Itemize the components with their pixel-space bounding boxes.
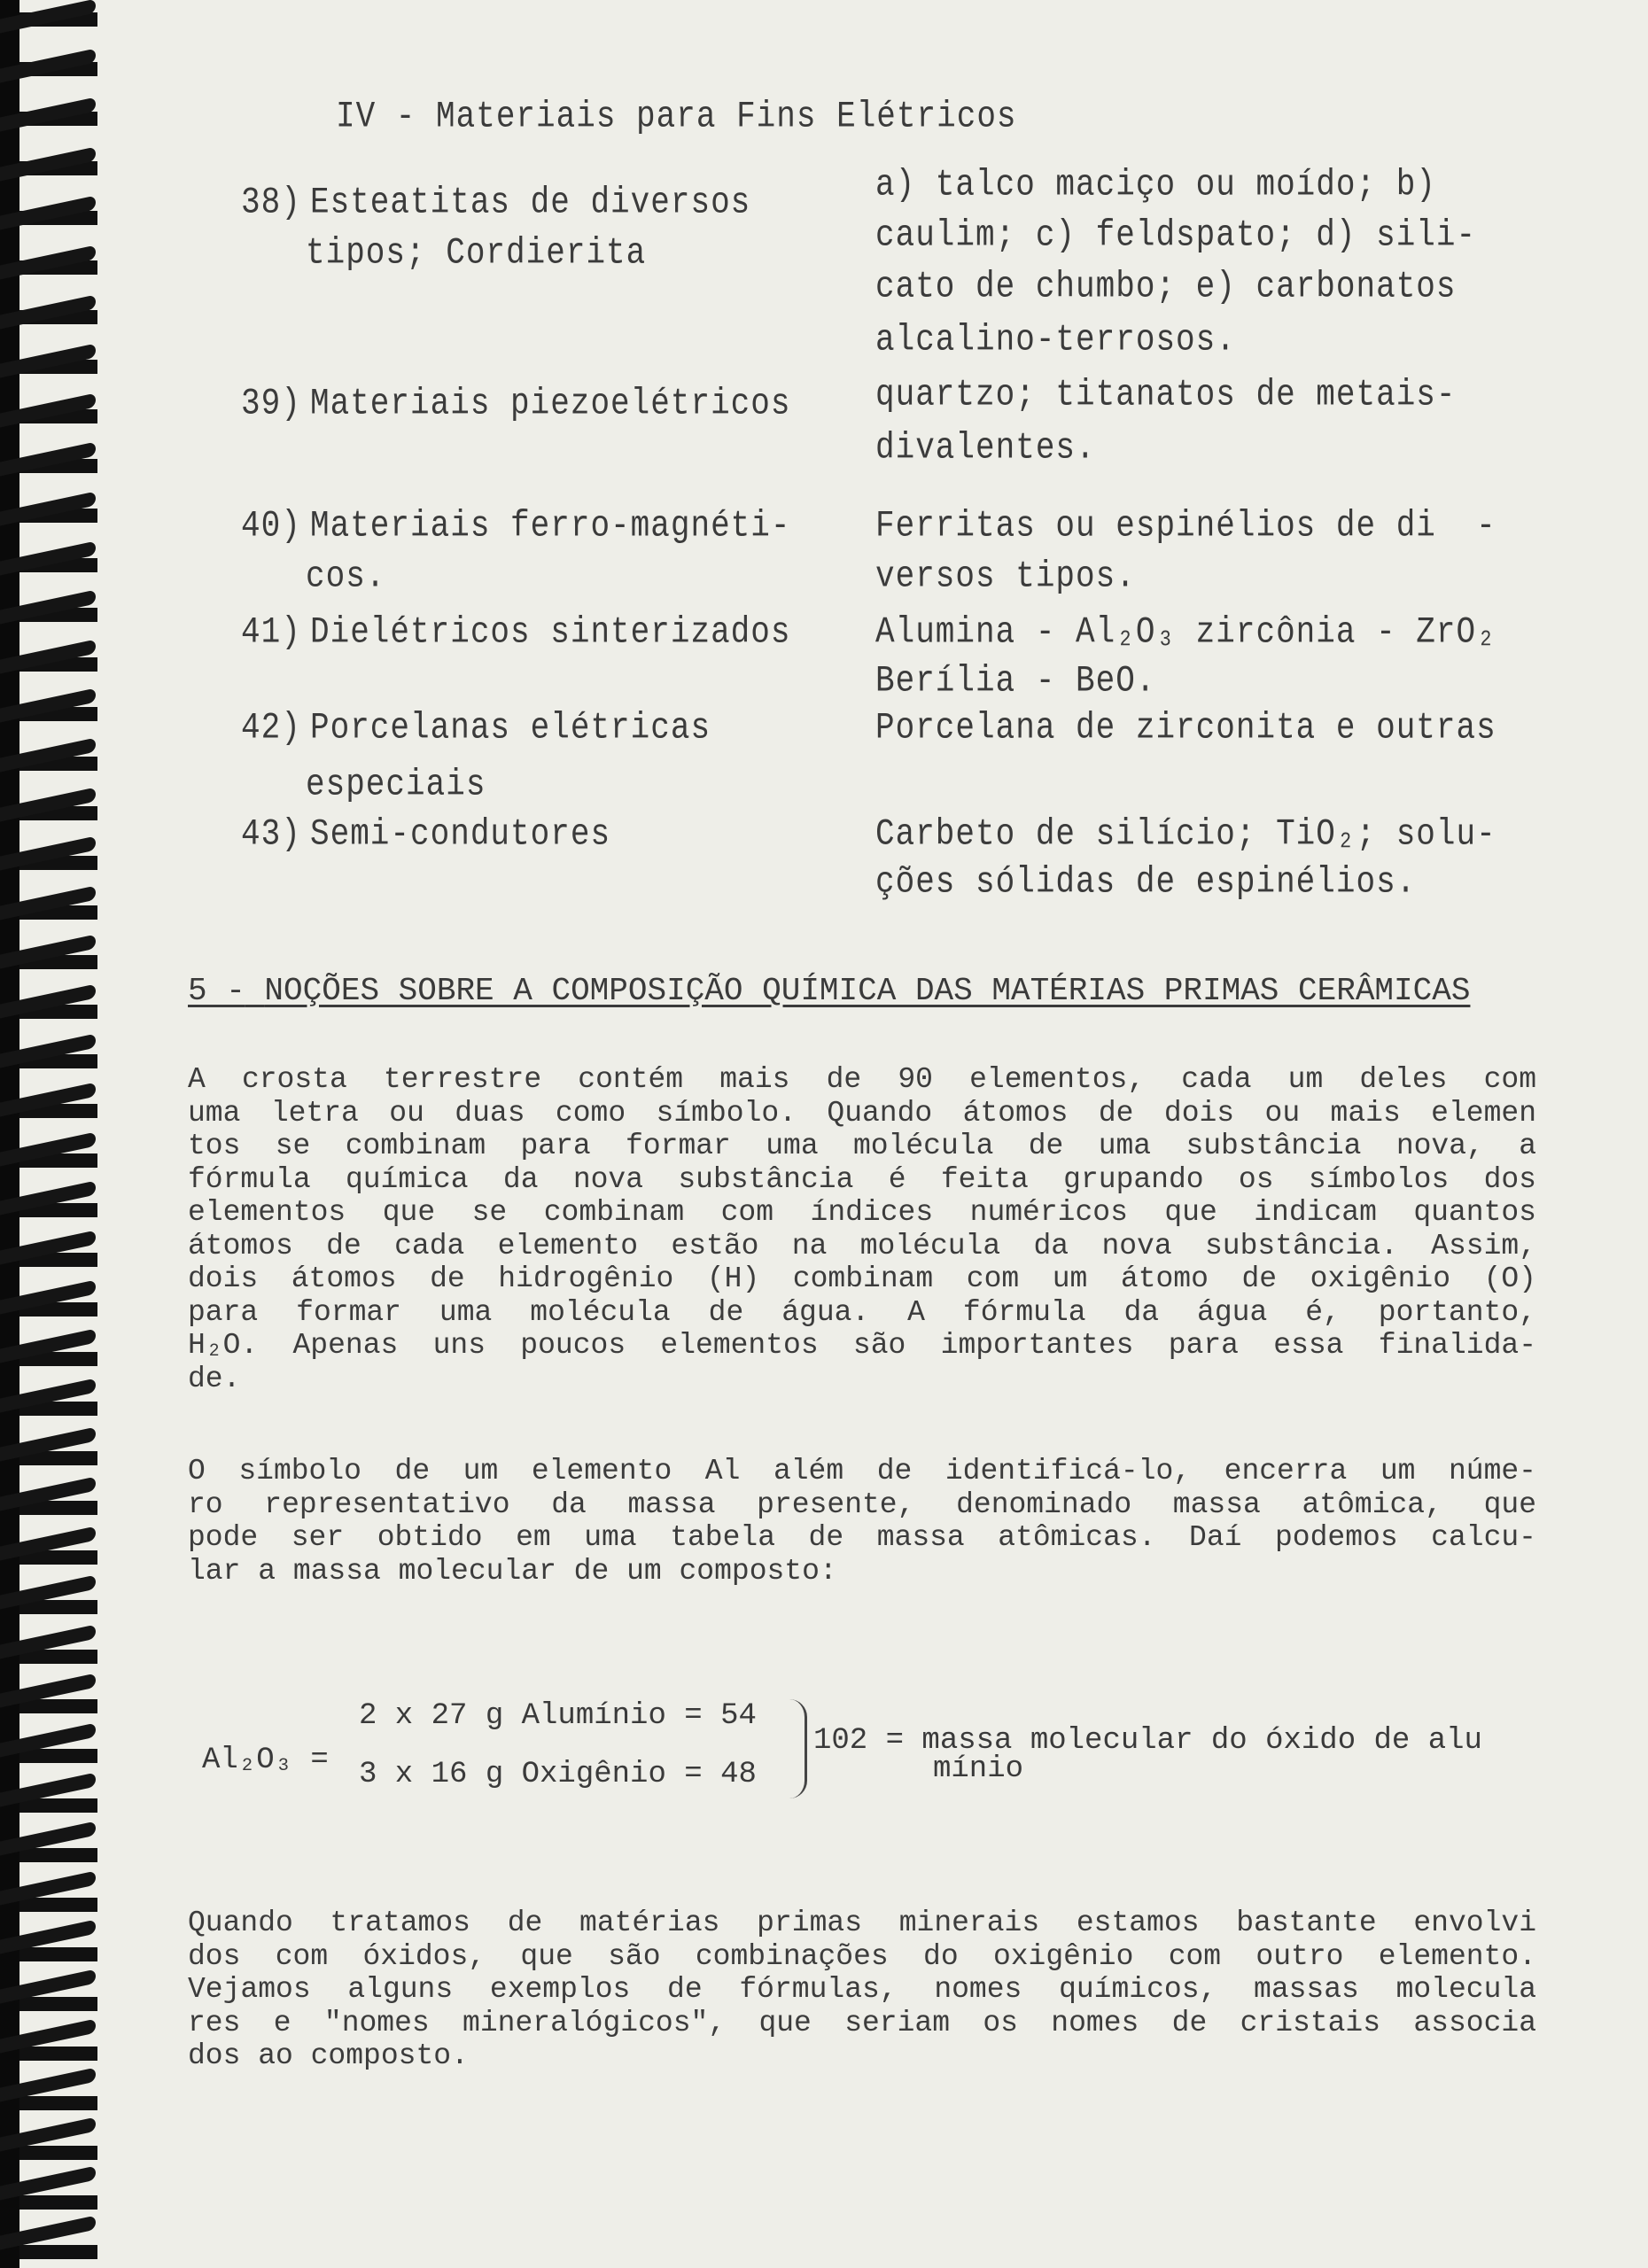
- section-iv-title: IV - Materiais para Fins Elétricos: [336, 96, 1017, 138]
- text-line: elementos que se combinam com índices numéricos que indicam quantos: [188, 1196, 1536, 1229]
- item-composition: Carbeto de silício; TiO₂; solu-: [875, 813, 1496, 856]
- paragraph-oxidos: [188, 1907, 1536, 2073]
- section-number: 5 -: [188, 973, 245, 1009]
- text-line: A crosta terrestre contém mais de 90 elementos, cada um deles com: [188, 1063, 1536, 1096]
- item-material: Materiais piezoelétricos: [310, 383, 791, 425]
- item-composition: Berília - BeO.: [875, 660, 1156, 703]
- item-number: 43): [241, 813, 301, 856]
- item-material: Esteatitas de diversos: [310, 182, 751, 224]
- item-composition: ções sólidas de espinélios.: [875, 861, 1417, 904]
- item-material: Porcelanas elétricas: [310, 707, 711, 750]
- formula-line-1: 2 x 27 g Alumínio = 54: [359, 1699, 757, 1733]
- item-material: especiais: [306, 764, 486, 806]
- item-number: 41): [241, 611, 301, 654]
- text-line: ro representativo da massa presente, denominado massa atômica, que: [188, 1487, 1536, 1521]
- text-line: Quando tratamos de matérias primas minerais estamos bastante envolvi: [188, 1907, 1536, 1939]
- text-line: fórmula química da nova substância é feita grupando os símbolos dos: [188, 1162, 1536, 1196]
- text-line: dois átomos de hidrogênio (H) combinam com um átomo de oxigênio (O): [188, 1262, 1536, 1295]
- item-composition: Alumina - Al₂O₃ zircônia - ZrO₂: [875, 611, 1496, 654]
- text-line: para formar uma molécula de água. A fórmula da água é, portanto,: [188, 1295, 1536, 1329]
- item-composition: cato de chumbo; e) carbonatos: [875, 266, 1457, 308]
- item-composition: caulim; c) feldspato; d) sili-: [875, 214, 1477, 257]
- text-line: átomos de cada elemento estão na molécula da nova substância. Assim,: [188, 1229, 1536, 1262]
- formula-line-2: 3 x 16 g Oxigênio = 48: [359, 1758, 757, 1791]
- paragraph-crosta: [188, 1063, 1536, 1395]
- item-composition: Ferritas ou espinélios de di -: [875, 505, 1496, 548]
- item-composition: alcalino-terrosos.: [875, 319, 1236, 361]
- item-number: 38): [241, 182, 301, 224]
- item-material: Semi-condutores: [310, 813, 611, 856]
- item-composition: versos tipos.: [875, 555, 1136, 598]
- item-composition: a) talco maciço ou moído; b): [875, 164, 1436, 206]
- item-material: Materiais ferro-magnéti-: [310, 505, 791, 548]
- text-line: pode ser obtido em uma tabela de massa atômicas. Daí podemos calcu-: [188, 1521, 1536, 1554]
- item-material: Dielétricos sinterizados: [310, 611, 791, 654]
- item-composition: Porcelana de zirconita e outras: [875, 707, 1496, 750]
- item-number: 39): [241, 383, 301, 425]
- section-title: NOÇÕES SOBRE A COMPOSIÇÃO QUÍMICA DAS MATÉRIAS PRIMAS CERÂMICAS: [264, 973, 1471, 1009]
- item-composition: divalentes.: [875, 427, 1096, 470]
- text-line: res e "nomes mineralógicos", que seriam os nomes de cristais associa: [188, 2006, 1536, 2039]
- text-line: de.: [188, 1362, 241, 1395]
- text-line: tos se combinam para formar uma molécula de uma substância nova, a: [188, 1130, 1536, 1162]
- formula-result-cont: mínio: [933, 1752, 1024, 1786]
- text-line: H₂O. Apenas uns poucos elementos são importantes para essa finalida-: [188, 1329, 1536, 1362]
- text-line: Vejamos alguns exemplos de fórmulas, nomes químicos, massas molecula: [188, 1973, 1536, 2006]
- paragraph-simbolo: [188, 1455, 1536, 1588]
- item-number: 42): [241, 707, 301, 750]
- section-5-heading: [188, 973, 1470, 1009]
- formula-result: 102 = massa molecular do óxido de alu: [813, 1724, 1482, 1758]
- item-composition: quartzo; titanatos de metais-: [875, 374, 1457, 416]
- text-line: dos ao composto.: [188, 2039, 469, 2072]
- text-line: O símbolo de um elemento Al além de identificá-lo, encerra um núme-: [188, 1455, 1536, 1487]
- item-material: tipos; Cordierita: [306, 232, 647, 275]
- formula-compound: Al₂O₃ =: [202, 1744, 329, 1777]
- text-line: dos com óxidos, que são combinações do oxigênio com outro elemento.: [188, 1939, 1536, 1973]
- text-line: uma letra ou duas como símbolo. Quando átomos de dois ou mais elemen: [188, 1096, 1536, 1130]
- item-number: 40): [241, 505, 301, 548]
- text-line: lar a massa molecular de um composto:: [188, 1554, 837, 1588]
- item-material: cos.: [306, 555, 386, 598]
- brace: [785, 1699, 807, 1798]
